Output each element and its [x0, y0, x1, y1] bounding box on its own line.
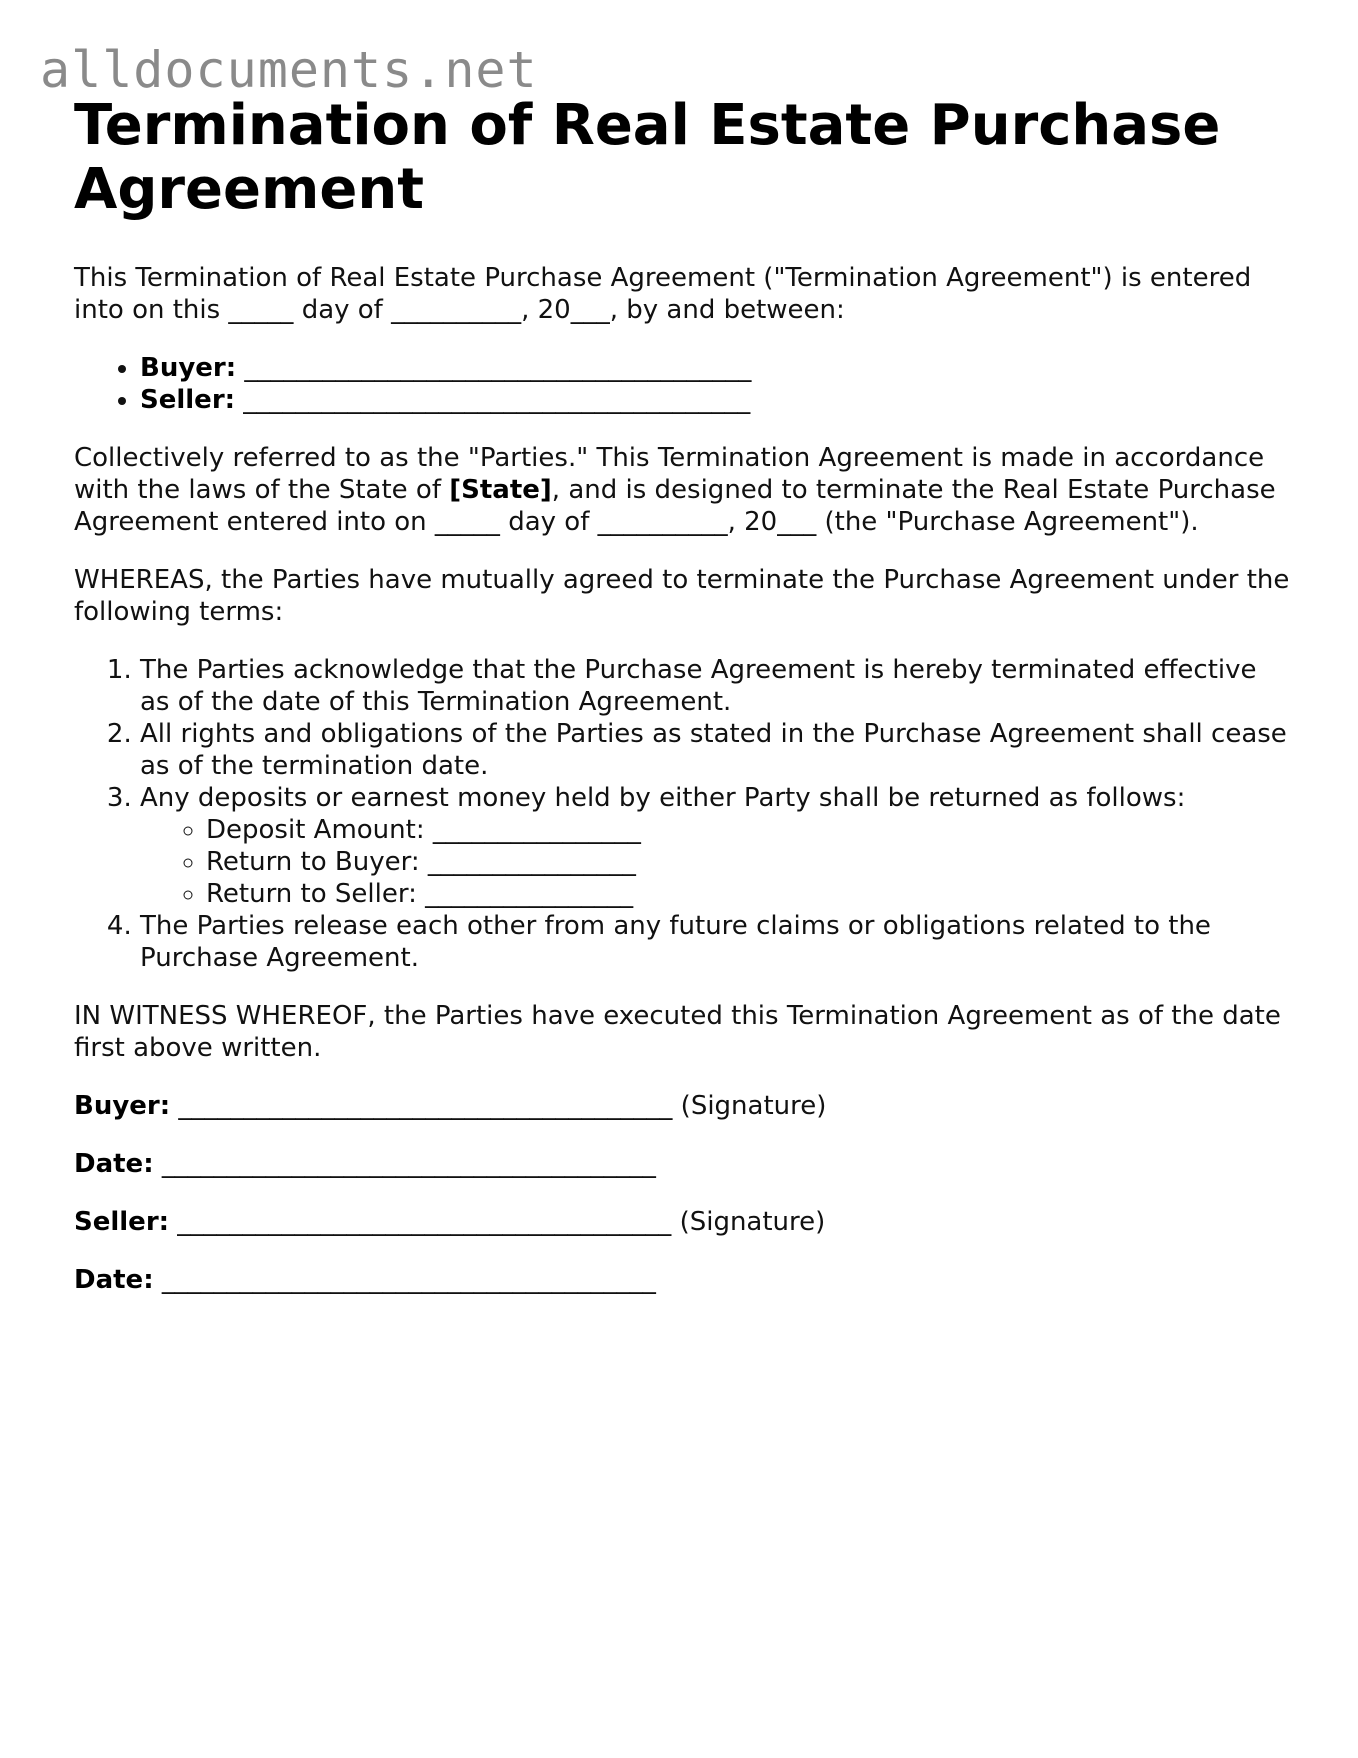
term-item: 1. The Parties acknowledge that the Purchase Agreement is hereby terminated effective as of the date of this Termination Agreement.	[140, 654, 1294, 718]
whereas-paragraph: WHEREAS, the Parties have mutually agreed to terminate the Purchase Agreement under the following terms:	[74, 565, 1290, 627]
seller-date-line	[74, 1264, 1294, 1296]
term-item-deposits	[140, 782, 1294, 910]
term-item: 4. The Parties release each other from any future claims or obligations related to the Purchase Agreement.	[140, 910, 1294, 974]
collective-text-1: Collectively referred to as the "Parties." This Termination Agreement is made in accordance with the laws of the State of	[74, 443, 1265, 505]
deposit-amount: ◦ Deposit Amount: ________________	[206, 814, 1294, 846]
return-to-seller: ◦ Return to Seller: ________________	[206, 878, 1294, 910]
seller-signature-line	[74, 1206, 1294, 1238]
party-seller	[140, 384, 1294, 416]
buyer-date-blank: ______________________________________	[153, 1149, 656, 1179]
term-deposits-text: Any deposits or earnest money held by either Party shall be returned as follows:	[140, 783, 1186, 813]
party-seller-label: Seller:	[140, 385, 236, 415]
buyer-date-label: Date:	[74, 1149, 154, 1179]
intro-paragraph: This Termination of Real Estate Purchase Agreement ("Termination Agreement") is entered into on this _____ day of __________, 20___, by and between:	[74, 263, 1252, 325]
witness-paragraph: IN WITNESS WHEREOF, the Parties have executed this Termination Agreement as of the date first above written.	[74, 1001, 1281, 1063]
deposits-list	[140, 814, 1294, 910]
party-buyer	[140, 352, 1294, 384]
seller-date-label: Date:	[74, 1265, 154, 1295]
collective-text-2: , and is designed to terminate the Real Estate Purchase Agreement entered into on _____ day of __________, 20___ (the "Purchase Agreement").	[74, 475, 1276, 537]
collective-paragraph	[74, 442, 1294, 538]
seller-signature-blank: ______________________________________ (Signature)	[169, 1207, 826, 1237]
parties-list	[74, 352, 1294, 416]
watermark: alldocuments.net	[40, 41, 538, 99]
buyer-date-line	[74, 1148, 1294, 1180]
state-placeholder: [State]	[449, 475, 552, 505]
buyer-signature-label: Buyer:	[74, 1091, 171, 1121]
document-title: Termination of Real Estate Purchase Agreement	[74, 93, 1221, 222]
term-item: 2. All rights and obligations of the Parties as stated in the Purchase Agreement shall cease as of the termination date.	[140, 718, 1294, 782]
party-buyer-blank: _______________________________________	[236, 353, 752, 383]
party-buyer-label: Buyer:	[140, 353, 237, 383]
buyer-signature-blank: ______________________________________ (Signature)	[170, 1091, 827, 1121]
seller-signature-label: Seller:	[74, 1207, 170, 1237]
seller-date-blank: ______________________________________	[153, 1265, 656, 1295]
buyer-signature-line	[74, 1090, 1294, 1122]
terms-list	[74, 654, 1294, 974]
party-seller-blank: _______________________________________	[235, 385, 751, 415]
document	[74, 94, 1294, 1322]
return-to-buyer: ◦ Return to Buyer: ________________	[206, 846, 1294, 878]
